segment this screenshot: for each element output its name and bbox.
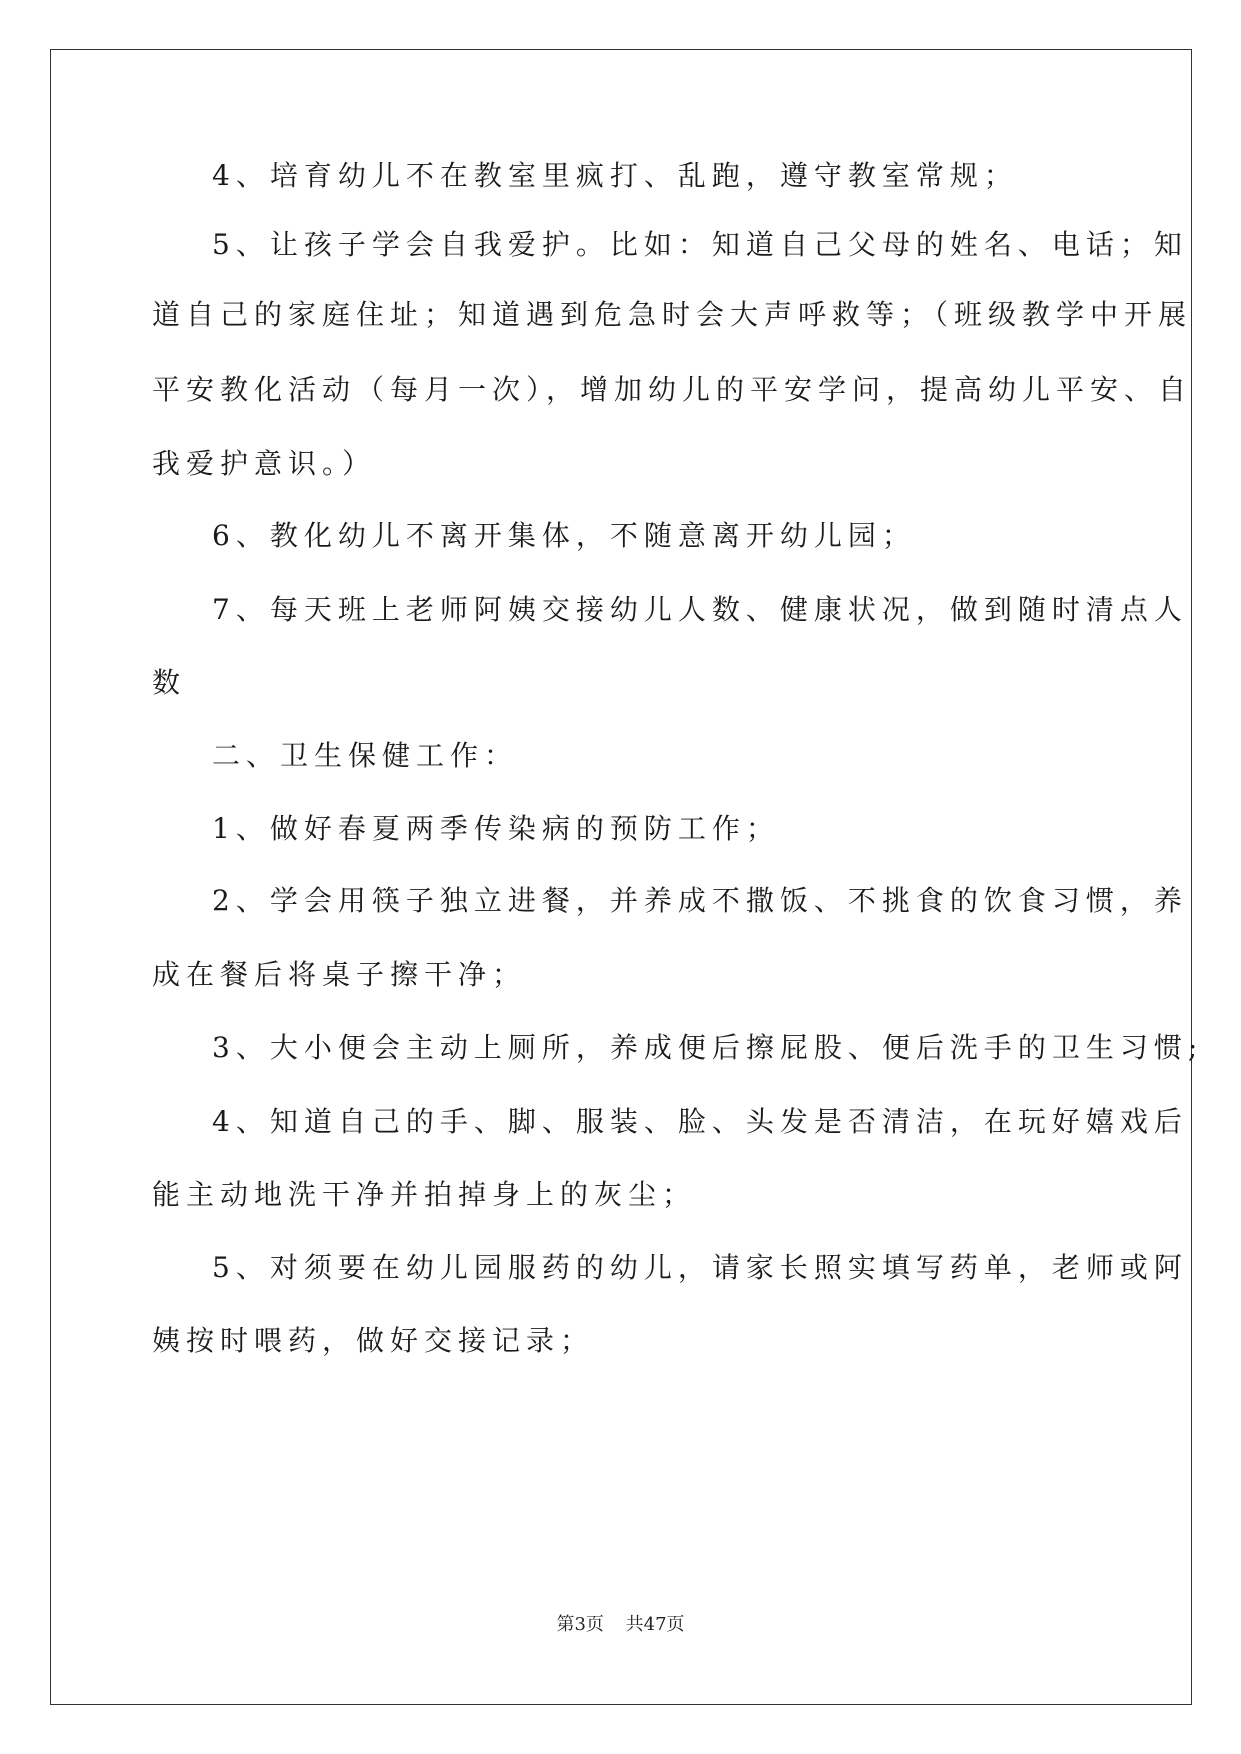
text-line: 5、对须要在幼儿园服药的幼儿，请家长照实填写药单，老师或阿 — [212, 1251, 1188, 1284]
text-line: 5、让孩子学会自我爱护。比如：知道自己父母的姓名、电话；知 — [212, 228, 1188, 261]
text-line: 3、大小便会主动上厕所，养成便后擦屁股、便后洗手的卫生习惯; — [212, 1031, 1204, 1064]
page-number-current: 第3页 — [556, 1614, 604, 1635]
section-heading: 二、卫生保健工作： — [212, 739, 519, 772]
text-line: 能主动地洗干净并拍掉身上的灰尘； — [152, 1178, 697, 1211]
text-line: 平安教化活动（每月一次），增加幼儿的平安学问，提高幼儿平安、自 — [152, 373, 1193, 406]
text-line: 4、培育幼儿不在教室里疯打、乱跑，遵守教室常规； — [212, 159, 1018, 192]
text-line: 2、学会用筷子独立进餐，并养成不撒饭、不挑食的饮食习惯，养 — [212, 884, 1188, 917]
text-line: 数 — [152, 666, 187, 699]
text-line: 1、做好春夏两季传染病的预防工作； — [212, 812, 780, 845]
text-line: 道自己的家庭住址；知道遇到危急时会大声呼救等；（班级教学中开展 — [152, 298, 1193, 331]
page-footer — [0, 1613, 1241, 1637]
text-line: 姨按时喂药，做好交接记录； — [152, 1324, 595, 1357]
text-line: 7、每天班上老师阿姨交接幼儿人数、健康状况，做到随时清点人 — [212, 593, 1188, 626]
text-line: 成在餐后将桌子擦干净； — [152, 958, 527, 991]
page-number-total: 共47页 — [625, 1614, 685, 1635]
text-line: 6、教化幼儿不离开集体，不随意离开幼儿园； — [212, 519, 916, 552]
text-line: 我爱护意识。） — [152, 447, 377, 480]
text-line: 4、知道自己的手、脚、服装、脸、头发是否清洁，在玩好嬉戏后 — [212, 1105, 1188, 1138]
